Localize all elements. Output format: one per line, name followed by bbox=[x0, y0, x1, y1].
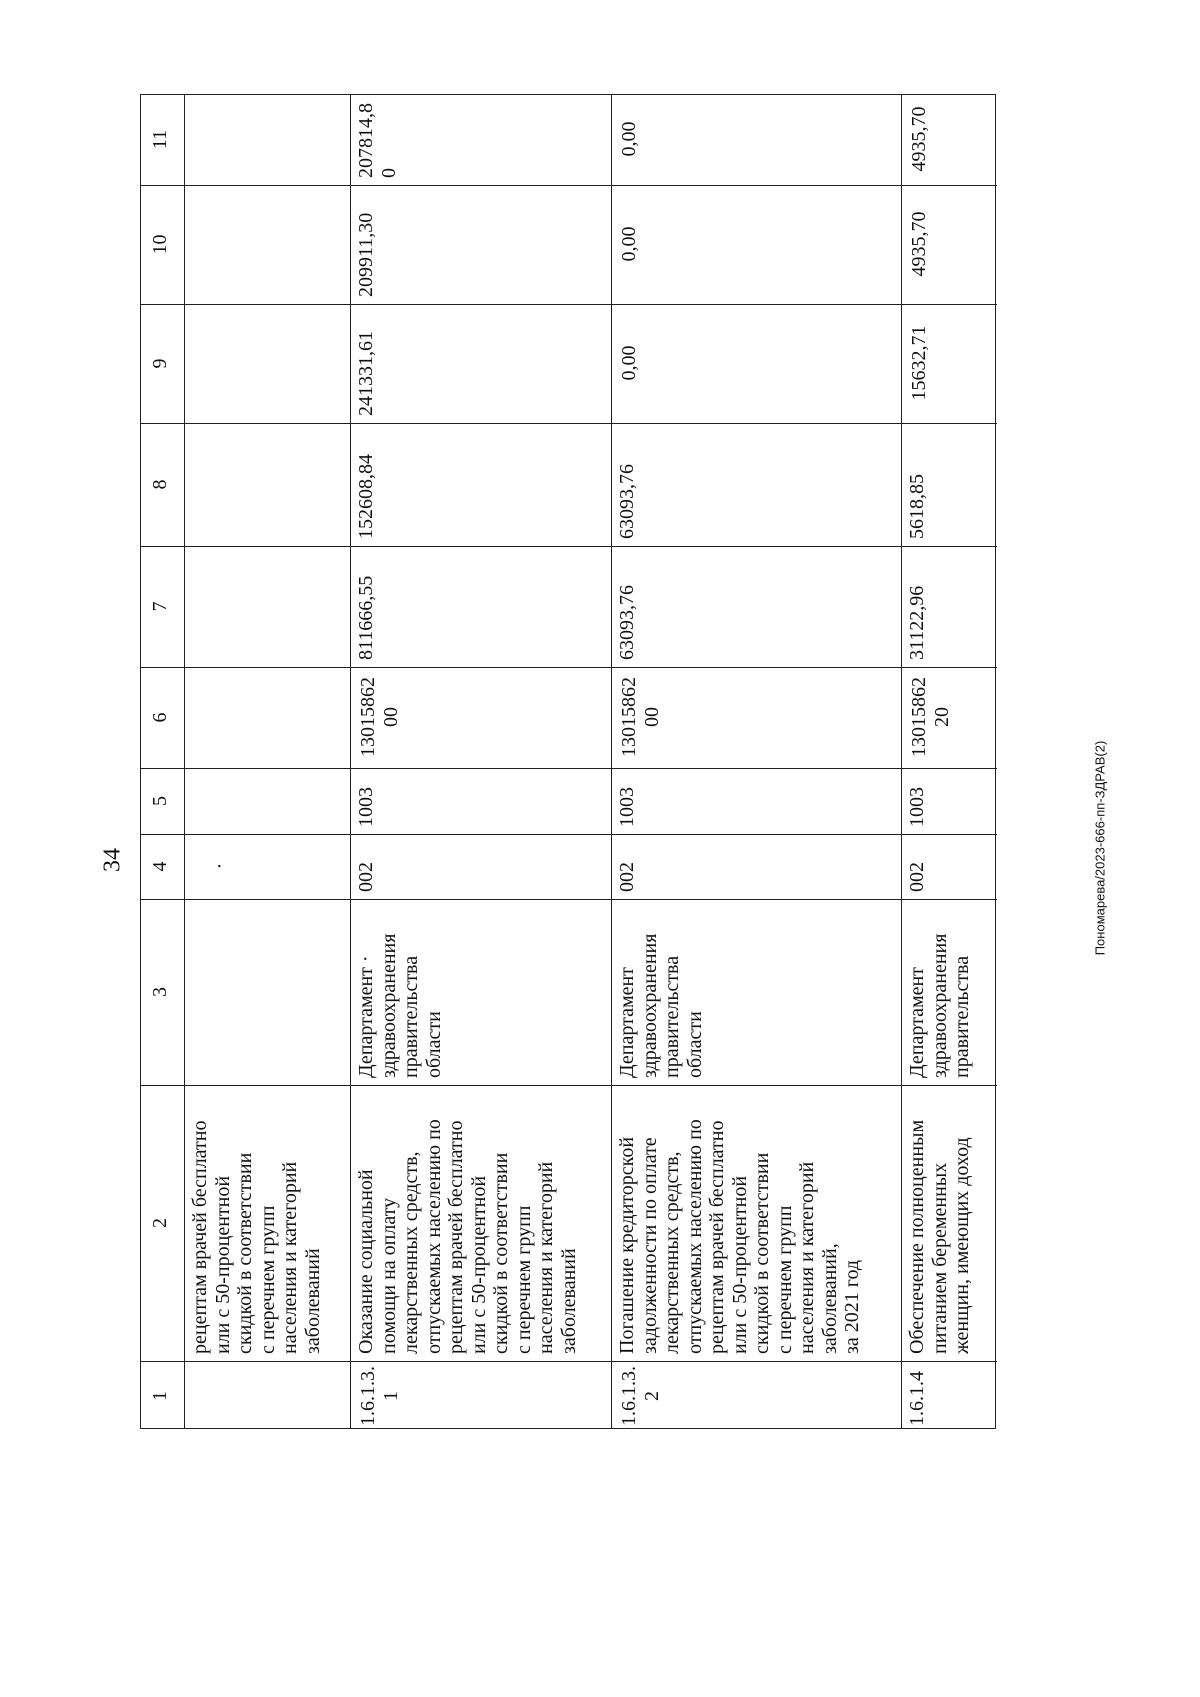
cell-text: Погашение кредиторской задолженности по оплате лекарственных средств, отпускаемых населению по рецептам врачей бесплатно или с 50-процентной скидкой в соответствии с перечнем групп населения и категорий заболеваний, за 2021 год bbox=[616, 1119, 863, 1354]
cell-text: 209911,30 bbox=[355, 212, 377, 297]
cell-col9 bbox=[902, 305, 997, 424]
cell-col6 bbox=[902, 668, 997, 769]
cell-col11 bbox=[902, 95, 997, 186]
cell-col7 bbox=[902, 547, 997, 668]
cell-col3 bbox=[185, 900, 350, 1086]
cell-col10 bbox=[185, 186, 350, 305]
header-cell-4 bbox=[141, 835, 184, 900]
cell-col3 bbox=[351, 900, 611, 1086]
cell-col4 bbox=[185, 835, 350, 900]
cell-text: 4935,70 bbox=[908, 211, 930, 277]
table-row bbox=[902, 95, 997, 1428]
table-row bbox=[185, 95, 351, 1428]
cell-col11 bbox=[612, 95, 901, 186]
cell-text bbox=[185, 768, 351, 834]
cell-text: 1003 bbox=[616, 787, 638, 827]
header-number: 5 bbox=[149, 796, 171, 806]
cell-text: 13015862 00 bbox=[357, 677, 402, 757]
cell-col1 bbox=[612, 1362, 901, 1430]
header-cell-11 bbox=[141, 95, 184, 186]
cell-text bbox=[185, 667, 351, 768]
cell-text: 207814,8 0 bbox=[355, 103, 400, 178]
header-number: 6 bbox=[149, 712, 171, 723]
cell-col6 bbox=[351, 668, 611, 769]
cell-col5 bbox=[351, 769, 611, 835]
cell-col3 bbox=[612, 900, 901, 1086]
cell-col7 bbox=[612, 547, 901, 668]
cell-text bbox=[185, 1362, 351, 1430]
cell-col7 bbox=[185, 547, 350, 668]
header-cell-9 bbox=[141, 305, 184, 424]
cell-text bbox=[185, 304, 351, 423]
cell-col4 bbox=[612, 835, 901, 900]
cell-text: 152608,84 bbox=[355, 454, 377, 539]
table-row bbox=[612, 95, 902, 1428]
cell-text: Департамент здравоохранения правительства области bbox=[616, 933, 706, 1078]
cell-text: 241331,61 bbox=[355, 331, 377, 416]
cell-text bbox=[185, 423, 351, 546]
header-cell-8 bbox=[141, 424, 184, 547]
cell-col1 bbox=[185, 1362, 350, 1430]
header-number: 3 bbox=[149, 987, 171, 997]
header-cell-7 bbox=[141, 547, 184, 668]
cell-col8 bbox=[351, 424, 611, 547]
cell-text bbox=[185, 185, 351, 304]
cell-text: 0,00 bbox=[618, 345, 640, 381]
cell-text: 63093,76 bbox=[616, 585, 638, 660]
cell-col4 bbox=[351, 835, 611, 900]
cell-col10 bbox=[612, 186, 901, 305]
cell-text: 15632,71 bbox=[908, 325, 930, 401]
cell-text: 1.6.1.3. 2 bbox=[618, 1366, 663, 1426]
cell-col7 bbox=[351, 547, 611, 668]
header-cell-2 bbox=[141, 1086, 184, 1362]
cell-text: Департамент · здравоохранения правительства области bbox=[355, 933, 445, 1078]
cell-text: 1.6.1.3. 1 bbox=[357, 1366, 402, 1426]
cell-col9 bbox=[351, 305, 611, 424]
cell-col3 bbox=[902, 900, 997, 1086]
cell-text: 63093,76 bbox=[616, 464, 638, 539]
header-row bbox=[141, 95, 185, 1428]
cell-text: Оказание социальной помощи на оплату лекарственных средств, отпускаемых населению по рецептам врачей бесплатно или с 50-процентной скидкой в соответствии с перечнем групп населения и категорий заболеваний bbox=[355, 1119, 580, 1354]
cell-text: 5618,85 bbox=[906, 474, 928, 539]
cell-col6 bbox=[612, 668, 901, 769]
cell-col4 bbox=[902, 835, 997, 900]
cell-text: 13015862 00 bbox=[618, 677, 663, 757]
cell-text: 4935,70 bbox=[908, 106, 930, 172]
cell-text: Департамент здравоохранения правительства bbox=[906, 933, 973, 1078]
cell-col11 bbox=[185, 95, 350, 186]
header-number: 8 bbox=[149, 479, 171, 490]
page-number: 34 bbox=[99, 848, 126, 872]
cell-text: рецептам врачей бесплатно или с 50-процентной скидкой в соответствии с перечнем групп населения и категорий заболеваний bbox=[189, 1120, 324, 1354]
cell-text: 13015862 20 bbox=[908, 677, 953, 757]
cell-text: Обеспечение полноценным питанием беременных женщин, имеющих доход bbox=[906, 1119, 973, 1354]
cell-text: 0,00 bbox=[618, 226, 640, 262]
document-code: Пономарева/2023-666-пп-ЗДРАВ(2) bbox=[1092, 740, 1108, 956]
cell-col2 bbox=[902, 1086, 997, 1362]
header-cell-10 bbox=[141, 186, 184, 305]
header-cell-3 bbox=[141, 900, 184, 1086]
cell-text: 1.6.1.4 bbox=[906, 1371, 928, 1426]
cell-col2 bbox=[185, 1086, 350, 1362]
cell-col2 bbox=[612, 1086, 901, 1362]
header-number: 4 bbox=[149, 861, 171, 872]
header-cell-5 bbox=[141, 769, 184, 835]
header-number: 10 bbox=[149, 234, 171, 255]
cell-col9 bbox=[612, 305, 901, 424]
cell-text: 811666,55 bbox=[355, 575, 377, 660]
budget-table bbox=[140, 94, 996, 1429]
cell-text bbox=[185, 546, 351, 667]
cell-col8 bbox=[612, 424, 901, 547]
cell-text: 002 bbox=[906, 862, 928, 892]
cell-col1 bbox=[351, 1362, 611, 1430]
cell-col5 bbox=[185, 769, 350, 835]
header-number: 11 bbox=[149, 129, 171, 150]
cell-col10 bbox=[351, 186, 611, 305]
header-number: 7 bbox=[149, 601, 171, 612]
header-cell-1 bbox=[141, 1362, 184, 1430]
cell-text: 002 bbox=[616, 862, 638, 892]
cell-col8 bbox=[902, 424, 997, 547]
header-number: 9 bbox=[149, 358, 171, 369]
cell-col8 bbox=[185, 424, 350, 547]
cell-col2 bbox=[351, 1086, 611, 1362]
cell-col10 bbox=[902, 186, 997, 305]
cell-col9 bbox=[185, 305, 350, 424]
cell-text bbox=[185, 94, 351, 185]
table-row bbox=[351, 95, 612, 1428]
cell-col6 bbox=[185, 668, 350, 769]
header-number: 2 bbox=[149, 1218, 171, 1228]
cell-text bbox=[185, 899, 351, 1085]
cell-col11 bbox=[351, 95, 611, 186]
cell-text: 0,00 bbox=[618, 121, 640, 157]
header-number: 1 bbox=[149, 1391, 171, 1401]
cell-text: 1003 bbox=[906, 787, 928, 827]
cell-text: 31122,96 bbox=[906, 585, 928, 660]
cell-text: 1003 bbox=[355, 787, 377, 827]
cell-col5 bbox=[902, 769, 997, 835]
cell-col5 bbox=[612, 769, 901, 835]
cell-text: · bbox=[209, 862, 231, 870]
header-cell-6 bbox=[141, 668, 184, 769]
cell-text: 002 bbox=[355, 862, 377, 892]
cell-col1 bbox=[902, 1362, 997, 1430]
